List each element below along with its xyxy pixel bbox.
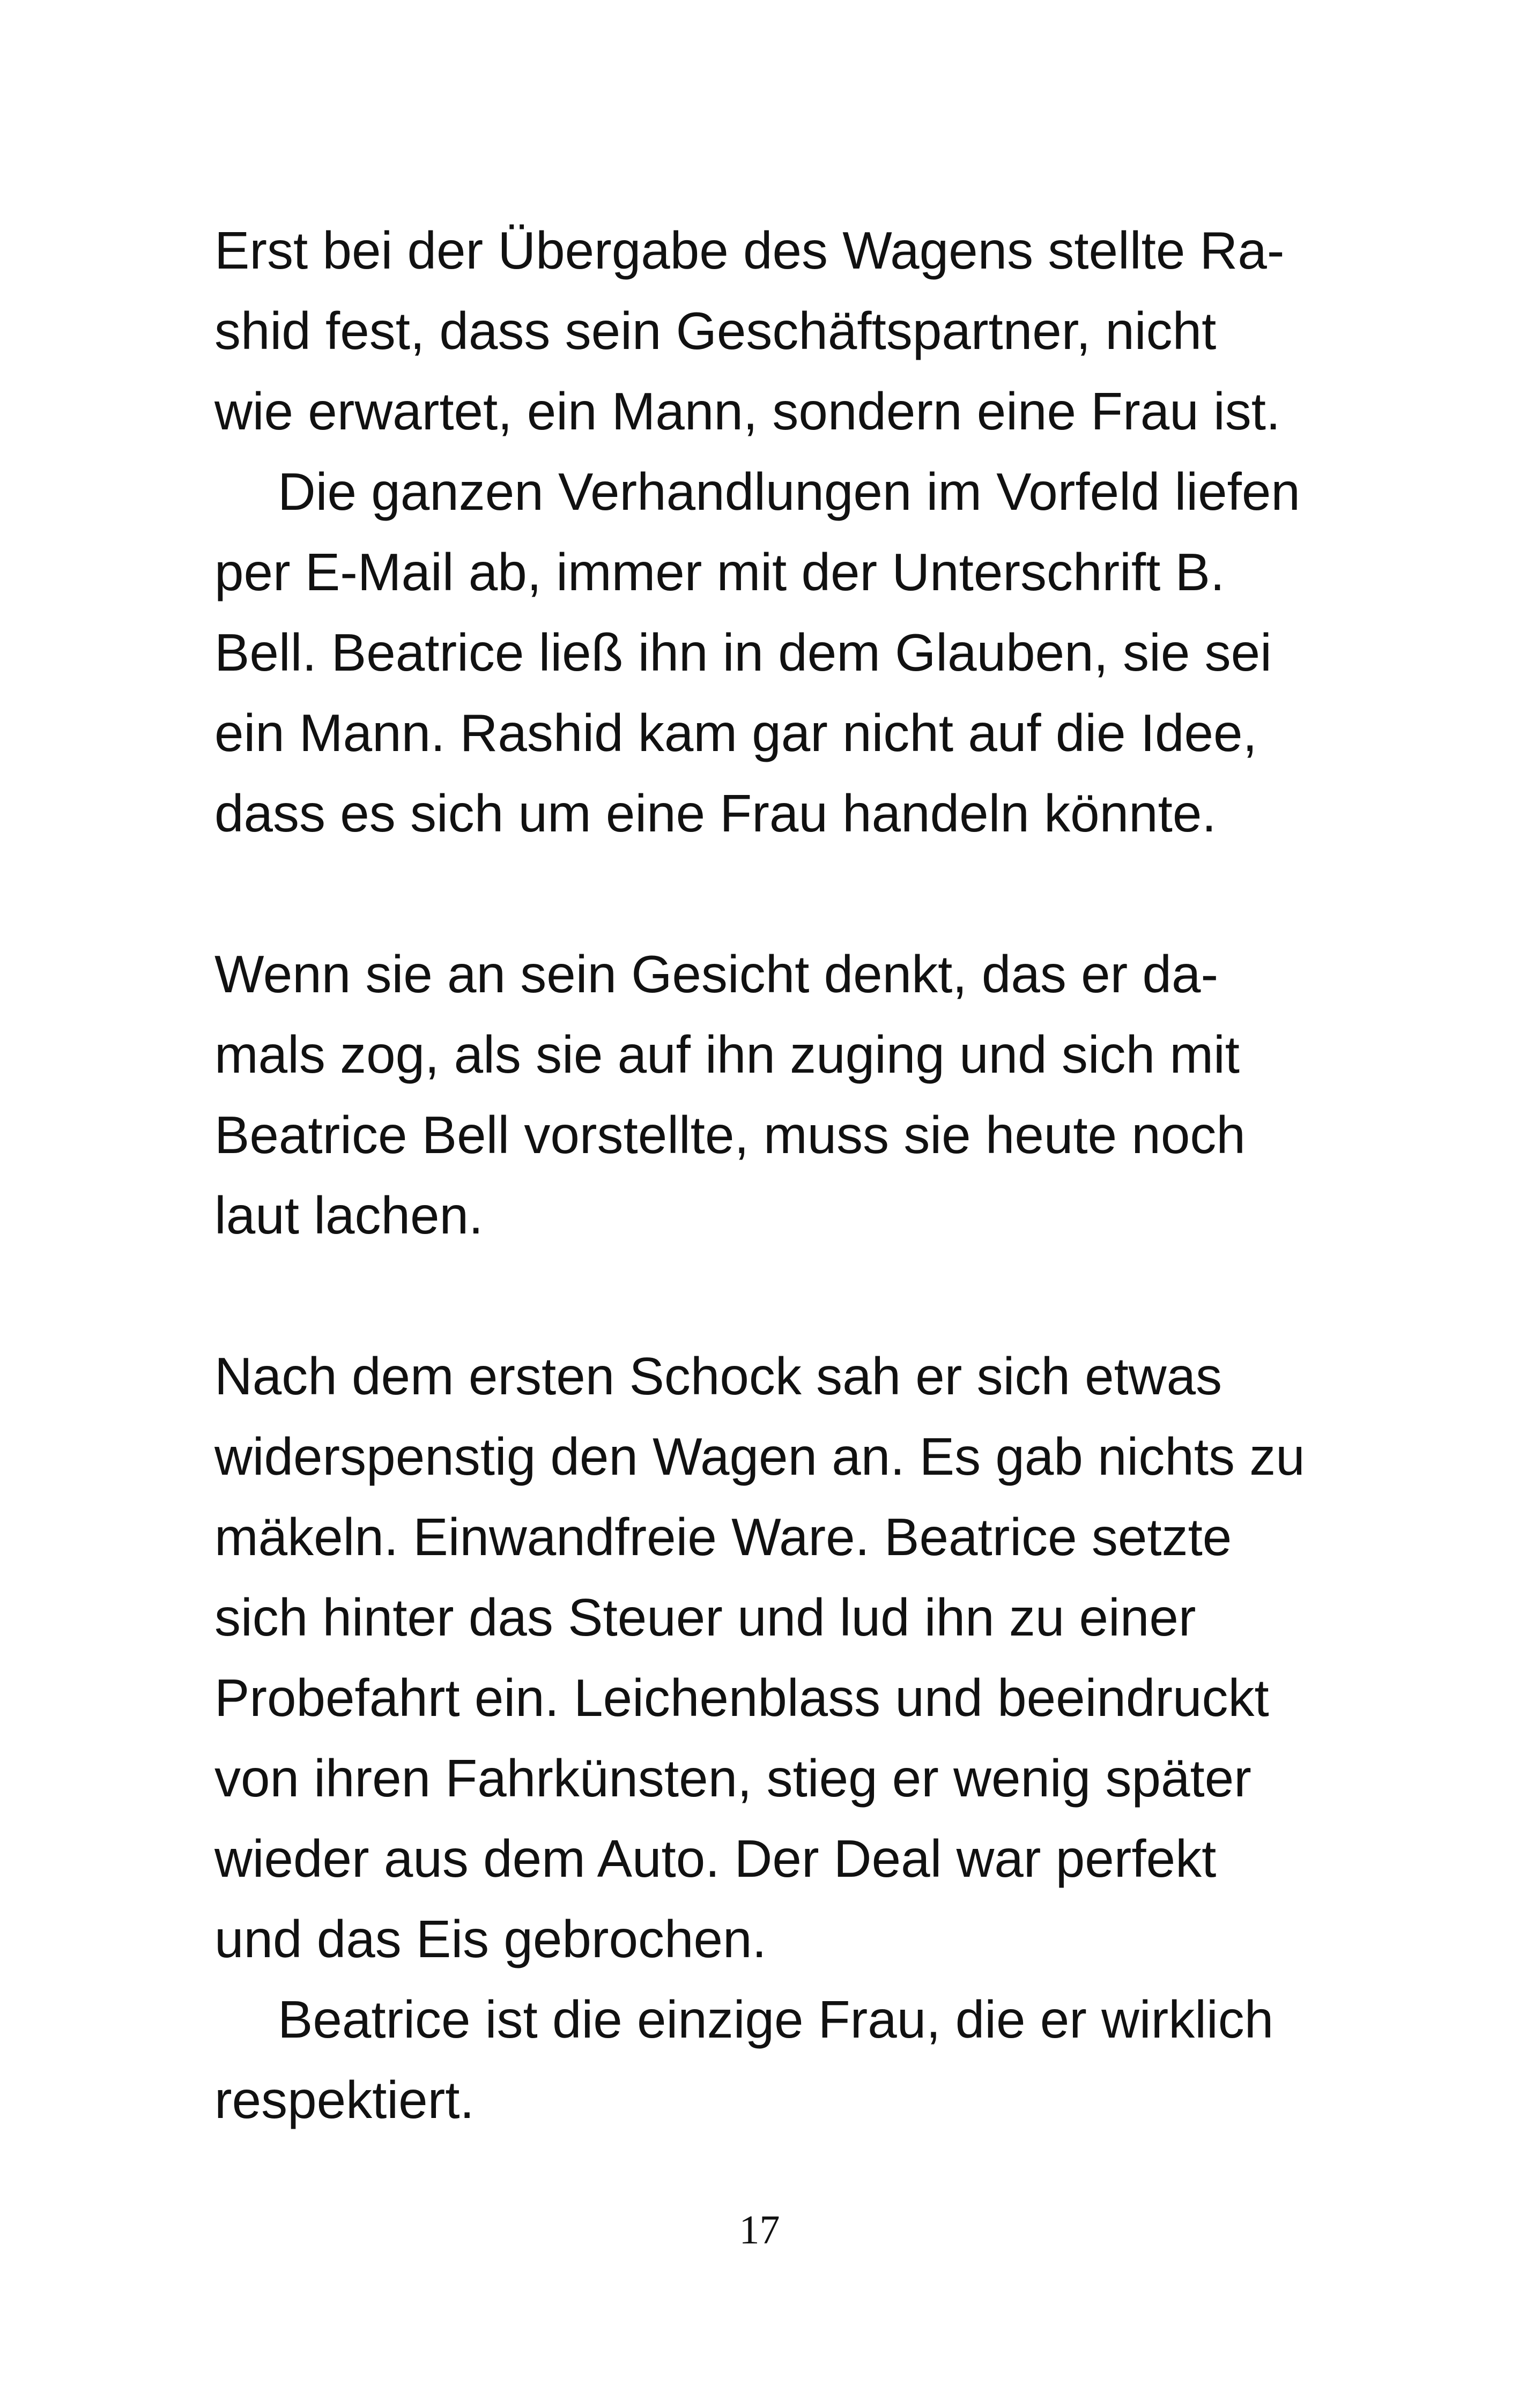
paragraph-3-line-2: mals zog, als sie auf ihn zuging und sich mit <box>214 1025 1240 1084</box>
paragraph-4-line-1: Nach dem ersten Schock sah er sich etwas <box>214 1347 1222 1406</box>
paragraph-2-line-2: per E-Mail ab, immer mit der Unterschrift B. <box>214 542 1225 601</box>
paragraph-4-line-5: Probefahrt ein. Leichenblass und beeindruckt <box>214 1668 1269 1727</box>
paragraph-2-line-1: Die ganzen Verhandlungen im Vorfeld liefen <box>278 462 1300 521</box>
paragraph-4-line-2: widerspenstig den Wagen an. Es gab nichts zu <box>214 1427 1305 1486</box>
paragraph-1-line-2: shid fest, dass sein Geschäftspartner, nicht <box>214 301 1217 360</box>
paragraph-2-line-3: Bell. Beatrice ließ ihn in dem Glauben, sie sei <box>214 623 1272 682</box>
paragraph-4-line-4: sich hinter das Steuer und lud ihn zu einer <box>214 1588 1196 1647</box>
paragraph-4-line-6: von ihren Fahrkünsten, stieg er wenig später <box>214 1749 1251 1808</box>
page-number: 17 <box>739 2208 780 2253</box>
paragraph-4-line-3: mäkeln. Einwandfreie Ware. Beatrice setzte <box>214 1507 1232 1566</box>
paragraph-3-line-3: Beatrice Bell vorstellte, muss sie heute noch <box>214 1105 1246 1164</box>
paragraph-3-line-4: laut lachen. <box>214 1186 484 1245</box>
paragraph-1-line-1: Erst bei der Übergabe des Wagens stellte Ra- <box>214 221 1285 280</box>
paragraph-2-line-4: ein Mann. Rashid kam gar nicht auf die Idee, <box>214 703 1257 762</box>
paragraph-5-line-1: Beatrice ist die einzige Frau, die er wirklich <box>278 1990 1274 2049</box>
paragraph-5-line-2: respektiert. <box>214 2070 475 2129</box>
paragraph-2-line-5: dass es sich um eine Frau handeln könnte. <box>214 784 1217 843</box>
paragraph-1-line-3: wie erwartet, ein Mann, sondern eine Frau ist. <box>214 382 1281 441</box>
paragraph-3-line-1: Wenn sie an sein Gesicht denkt, das er da- <box>214 945 1219 1004</box>
paragraph-4-line-8: und das Eis gebrochen. <box>214 1909 767 1968</box>
paragraph-4-line-7: wieder aus dem Auto. Der Deal war perfekt <box>214 1829 1217 1888</box>
